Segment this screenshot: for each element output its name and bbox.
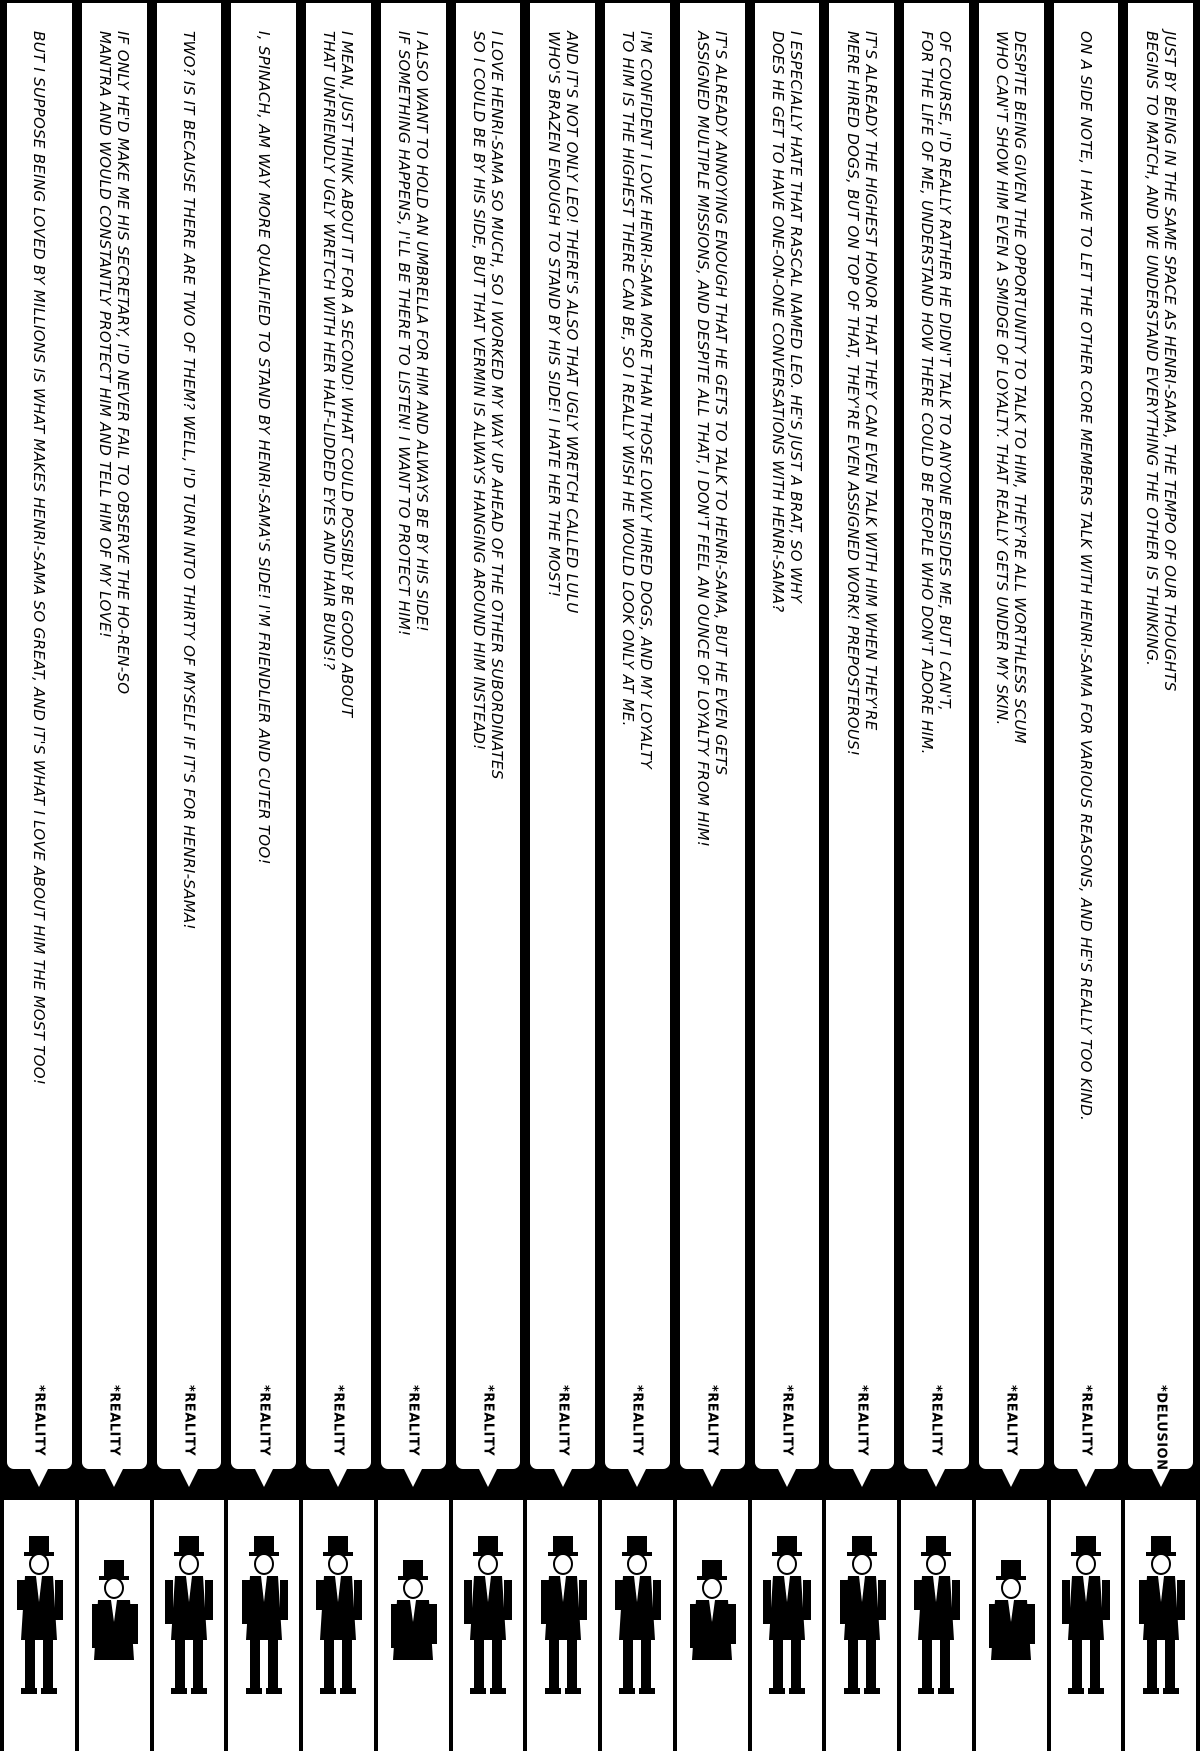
man-in-top-hat-icon: [238, 1530, 290, 1700]
comic-strip: [527, 0, 598, 1751]
figure-area: [1051, 1500, 1122, 1751]
man-in-top-hat-icon: [1060, 1530, 1112, 1700]
man-in-top-hat-icon: [761, 1530, 813, 1700]
speech-tail: [180, 1469, 198, 1487]
panel-line: OF COURSE, I'D REALLY RATHER HE DIDN'T TALK TO ANYONE BESIDES ME, BUT I CAN'T,: [936, 31, 955, 712]
panel-line: I LOVE HENRI-SAMA SO MUCH, SO I WORKED MY WAY UP AHEAD OF THE OTHER SUBORDINATES: [487, 31, 506, 780]
speech-tail: [255, 1469, 273, 1487]
panel-line: ON A SIDE NOTE, I HAVE TO LET THE OTHER CORE MEMBERS TALK WITH HENRI-SAMA FOR VARIOUS REASONS, AND HE'S REALLY TOO KIND.: [1076, 31, 1095, 1122]
speech-tail: [703, 1469, 721, 1487]
panel-line: ASSIGNED MULTIPLE MISSIONS, AND DESPITE ALL THAT, I DON'T FEEL AN OUNCE OF LOYALTY FROM HIM!: [694, 31, 713, 848]
speech-panel: [677, 0, 748, 1472]
speech-panel: [752, 0, 823, 1472]
panel-line: I'M CONFIDENT I LOVE HENRI-SAMA MORE THAN THOSE LOWLY HIRED DOGS, AND MY LOYALTY: [637, 31, 656, 770]
comic-strip: [228, 0, 299, 1751]
panel-tag: *DELUSION: [1153, 1385, 1169, 1471]
comic-strip: [1051, 0, 1122, 1751]
panel-line: I ALSO WANT TO HOLD AN UMBRELLA FOR HIM AND ALWAYS BE BY HIS SIDE!: [413, 31, 432, 632]
speech-tail: [927, 1469, 945, 1487]
panel-tag: *REALITY: [330, 1385, 346, 1457]
figure-area: [527, 1500, 598, 1751]
panel-text: [180, 31, 198, 1311]
panel-line: DESPITE BEING GIVEN THE OPPORTUNITY TO TALK TO HIM, THEY'RE ALL WORTHLESS SCUM: [1011, 31, 1030, 744]
panel-tag: *REALITY: [181, 1385, 197, 1457]
speech-panel: [602, 0, 673, 1472]
comic-strip: [901, 0, 972, 1751]
comic-strip: [303, 0, 374, 1751]
speech-panel: [826, 0, 897, 1472]
panel-line: IF SOMETHING HAPPENS, I'LL BE THERE TO LISTEN! I WANT TO PROTECT HIM!: [395, 31, 414, 637]
panel-line: IT'S ALREADY ANNOYING ENOUGH THAT HE GETS TO TALK TO HENRI-SAMA, BUT HE EVEN GETS: [712, 31, 731, 776]
panel-line: I, SPINACH, AM WAY MORE QUALIFIED TO STAND BY HENRI-SAMA'S SIDE! I'M FRIENDLIER AND CUTER TOO!: [254, 31, 273, 865]
panel-text: [545, 31, 581, 1311]
speech-panel: [1051, 0, 1122, 1472]
figure-area: [602, 1500, 673, 1751]
panel-line: SO I COULD BE BY HIS SIDE, BUT THAT VERMIN IS ALWAYS HANGING AROUND HIM INSTEAD!: [469, 31, 488, 751]
panel-line: TO HIM IS THE HIGHEST THERE CAN BE, SO I REALLY WISH HE WOULD LOOK ONLY AT ME.: [619, 31, 638, 727]
man-in-top-hat-icon: [686, 1530, 738, 1700]
figure-area: [154, 1500, 225, 1751]
figure-area: [228, 1500, 299, 1751]
panel-line: WHO'S BRAZEN ENOUGH TO STAND BY HIS SIDE! I HATE HER THE MOST!: [544, 31, 563, 598]
panel-line: AND IT'S NOT ONLY LEO! THERE'S ALSO THAT UGLY WRETCH CALLED LULU: [562, 31, 581, 614]
panel-line: JUST BY BEING IN THE SAME SPACE AS HENRI-SAMA, THE TEMPO OF OUR THOUGHTS: [1160, 31, 1179, 692]
panel-text: [1143, 31, 1179, 1311]
panel-tag: *REALITY: [704, 1385, 720, 1457]
panel-tag: *REALITY: [629, 1385, 645, 1457]
figure-area: [1125, 1500, 1196, 1751]
comic-strip: [453, 0, 524, 1751]
figure-area: [303, 1500, 374, 1751]
panel-text: [619, 31, 655, 1311]
comic-strip: [826, 0, 897, 1751]
panel-line: I ESPECIALLY HATE THAT RASCAL NAMED LEO. HE'S JUST A BRAT, SO WHY: [786, 31, 805, 604]
man-in-top-hat-icon: [88, 1530, 140, 1700]
figure-area: [4, 1500, 75, 1751]
panel-tag: *REALITY: [854, 1385, 870, 1457]
panel-tag: *REALITY: [779, 1385, 795, 1457]
speech-tail: [479, 1469, 497, 1487]
panel-text: [694, 31, 730, 1311]
figure-area: [378, 1500, 449, 1751]
speech-panel: [378, 0, 449, 1472]
panel-text: [1077, 31, 1095, 1311]
panel-tag: *REALITY: [31, 1385, 47, 1457]
speech-tail: [778, 1469, 796, 1487]
speech-panel: [901, 0, 972, 1472]
panel-line: MANTRA AND WOULD CONSTANTLY PROTECT HIM AND TELL HIM OF MY LOVE!: [96, 31, 115, 639]
comic-strip: [79, 0, 150, 1751]
panel-line: WHO CAN'T SHOW HIM EVEN A SMIDGE OF LOYALTY. THAT REALLY GETS UNDER MY SKIN.: [993, 31, 1012, 726]
comic-strip: [677, 0, 748, 1751]
panel-text: [844, 31, 880, 1311]
panel-line: IF ONLY HE'D MAKE ME HIS SECRETARY, I'D NEVER FAIL TO OBSERVE THE HO-REN-SO: [114, 31, 133, 695]
speech-tail: [554, 1469, 572, 1487]
panel-tag: *REALITY: [928, 1385, 944, 1457]
comic-strip: [752, 0, 823, 1751]
panel-text: [918, 31, 954, 1311]
speech-panel: [1125, 0, 1196, 1472]
man-in-top-hat-icon: [163, 1530, 215, 1700]
figure-area: [453, 1500, 524, 1751]
figure-area: [752, 1500, 823, 1751]
figure-area: [79, 1500, 150, 1751]
panel-line: FOR THE LIFE OF ME, UNDERSTAND HOW THERE COULD BE PEOPLE WHO DON'T ADORE HIM.: [918, 31, 937, 755]
panel-text: [470, 31, 506, 1311]
comic-strip: [602, 0, 673, 1751]
panel-line: MERE HIRED DOGS, BUT ON TOP OF THAT, THEY'RE EVEN ASSIGNED WORK! PREPOSTEROUS!: [843, 31, 862, 757]
comic-strip: [976, 0, 1047, 1751]
panel-line: DOES HE GET TO HAVE ONE-ON-ONE CONVERSATIONS WITH HENRI-SAMA?: [768, 31, 787, 613]
panel-text: [993, 31, 1029, 1311]
panel-tag: *REALITY: [1078, 1385, 1094, 1457]
speech-tail: [628, 1469, 646, 1487]
panel-tag: *REALITY: [555, 1385, 571, 1457]
speech-panel: [79, 0, 150, 1472]
panel-tag: *REALITY: [256, 1385, 272, 1457]
speech-tail: [1152, 1469, 1170, 1487]
panel-line: IT'S ALREADY THE HIGHEST HONOR THAT THEY CAN EVEN TALK WITH HIM WHEN THEY'RE: [861, 31, 880, 731]
figure-area: [677, 1500, 748, 1751]
panel-line: BEGINS TO MATCH, AND WE UNDERSTAND EVERYTHING THE OTHER IS THINKING.: [1142, 31, 1161, 667]
speech-panel: [453, 0, 524, 1472]
speech-tail: [30, 1469, 48, 1487]
figure-area: [826, 1500, 897, 1751]
speech-panel: [154, 0, 225, 1472]
panel-line: TWO? IS IT BECAUSE THERE ARE TWO OF THEM? WELL, I'D TURN INTO THIRTY OF MYSELF IF IT'S FOR HENRI-SAMA!: [179, 31, 198, 930]
man-in-top-hat-icon: [985, 1530, 1037, 1700]
speech-tail: [105, 1469, 123, 1487]
panel-tag: *REALITY: [1003, 1385, 1019, 1457]
panel-text: [395, 31, 431, 1311]
panel-line: BUT I SUPPOSE BEING LOVED BY MILLIONS IS WHAT MAKES HENRI-SAMA SO GREAT, AND IT'S WHAT I LOVE ABOUT HIM THE MOST TOO!: [30, 31, 49, 1086]
comic-strip: [4, 0, 75, 1751]
man-in-top-hat-icon: [537, 1530, 589, 1700]
panel-line: THAT UNFRIENDLY UGLY WRETCH WITH HER HALF-LIDDED EYES AND HAIR BUNS!?: [320, 31, 339, 671]
man-in-top-hat-icon: [13, 1530, 65, 1700]
panel-tag: *REALITY: [405, 1385, 421, 1457]
comic-strip: [154, 0, 225, 1751]
speech-tail: [329, 1469, 347, 1487]
comic-strip: [378, 0, 449, 1751]
figure-area: [901, 1500, 972, 1751]
man-in-top-hat-icon: [312, 1530, 364, 1700]
speech-tail: [1077, 1469, 1095, 1487]
speech-tail: [1002, 1469, 1020, 1487]
figure-area: [976, 1500, 1047, 1751]
panel-text: [320, 31, 356, 1311]
panel-text: [30, 31, 48, 1311]
panel-line: I MEAN, JUST THINK ABOUT IT FOR A SECOND! WHAT COULD POSSIBLY BE GOOD ABOUT: [338, 31, 357, 718]
panel-text: [769, 31, 805, 1311]
man-in-top-hat-icon: [836, 1530, 888, 1700]
man-in-top-hat-icon: [910, 1530, 962, 1700]
speech-panel: [4, 0, 75, 1472]
speech-panel: [527, 0, 598, 1472]
comic-strip: [1125, 0, 1196, 1751]
speech-tail: [853, 1469, 871, 1487]
speech-panel: [303, 0, 374, 1472]
panel-tag: *REALITY: [480, 1385, 496, 1457]
speech-panel: [976, 0, 1047, 1472]
speech-panel: [228, 0, 299, 1472]
panel-text: [255, 31, 273, 1311]
man-in-top-hat-icon: [387, 1530, 439, 1700]
panel-tag: *REALITY: [106, 1385, 122, 1457]
man-in-top-hat-icon: [1135, 1530, 1187, 1700]
speech-tail: [404, 1469, 422, 1487]
panel-text: [96, 31, 132, 1311]
man-in-top-hat-icon: [462, 1530, 514, 1700]
man-in-top-hat-icon: [611, 1530, 663, 1700]
